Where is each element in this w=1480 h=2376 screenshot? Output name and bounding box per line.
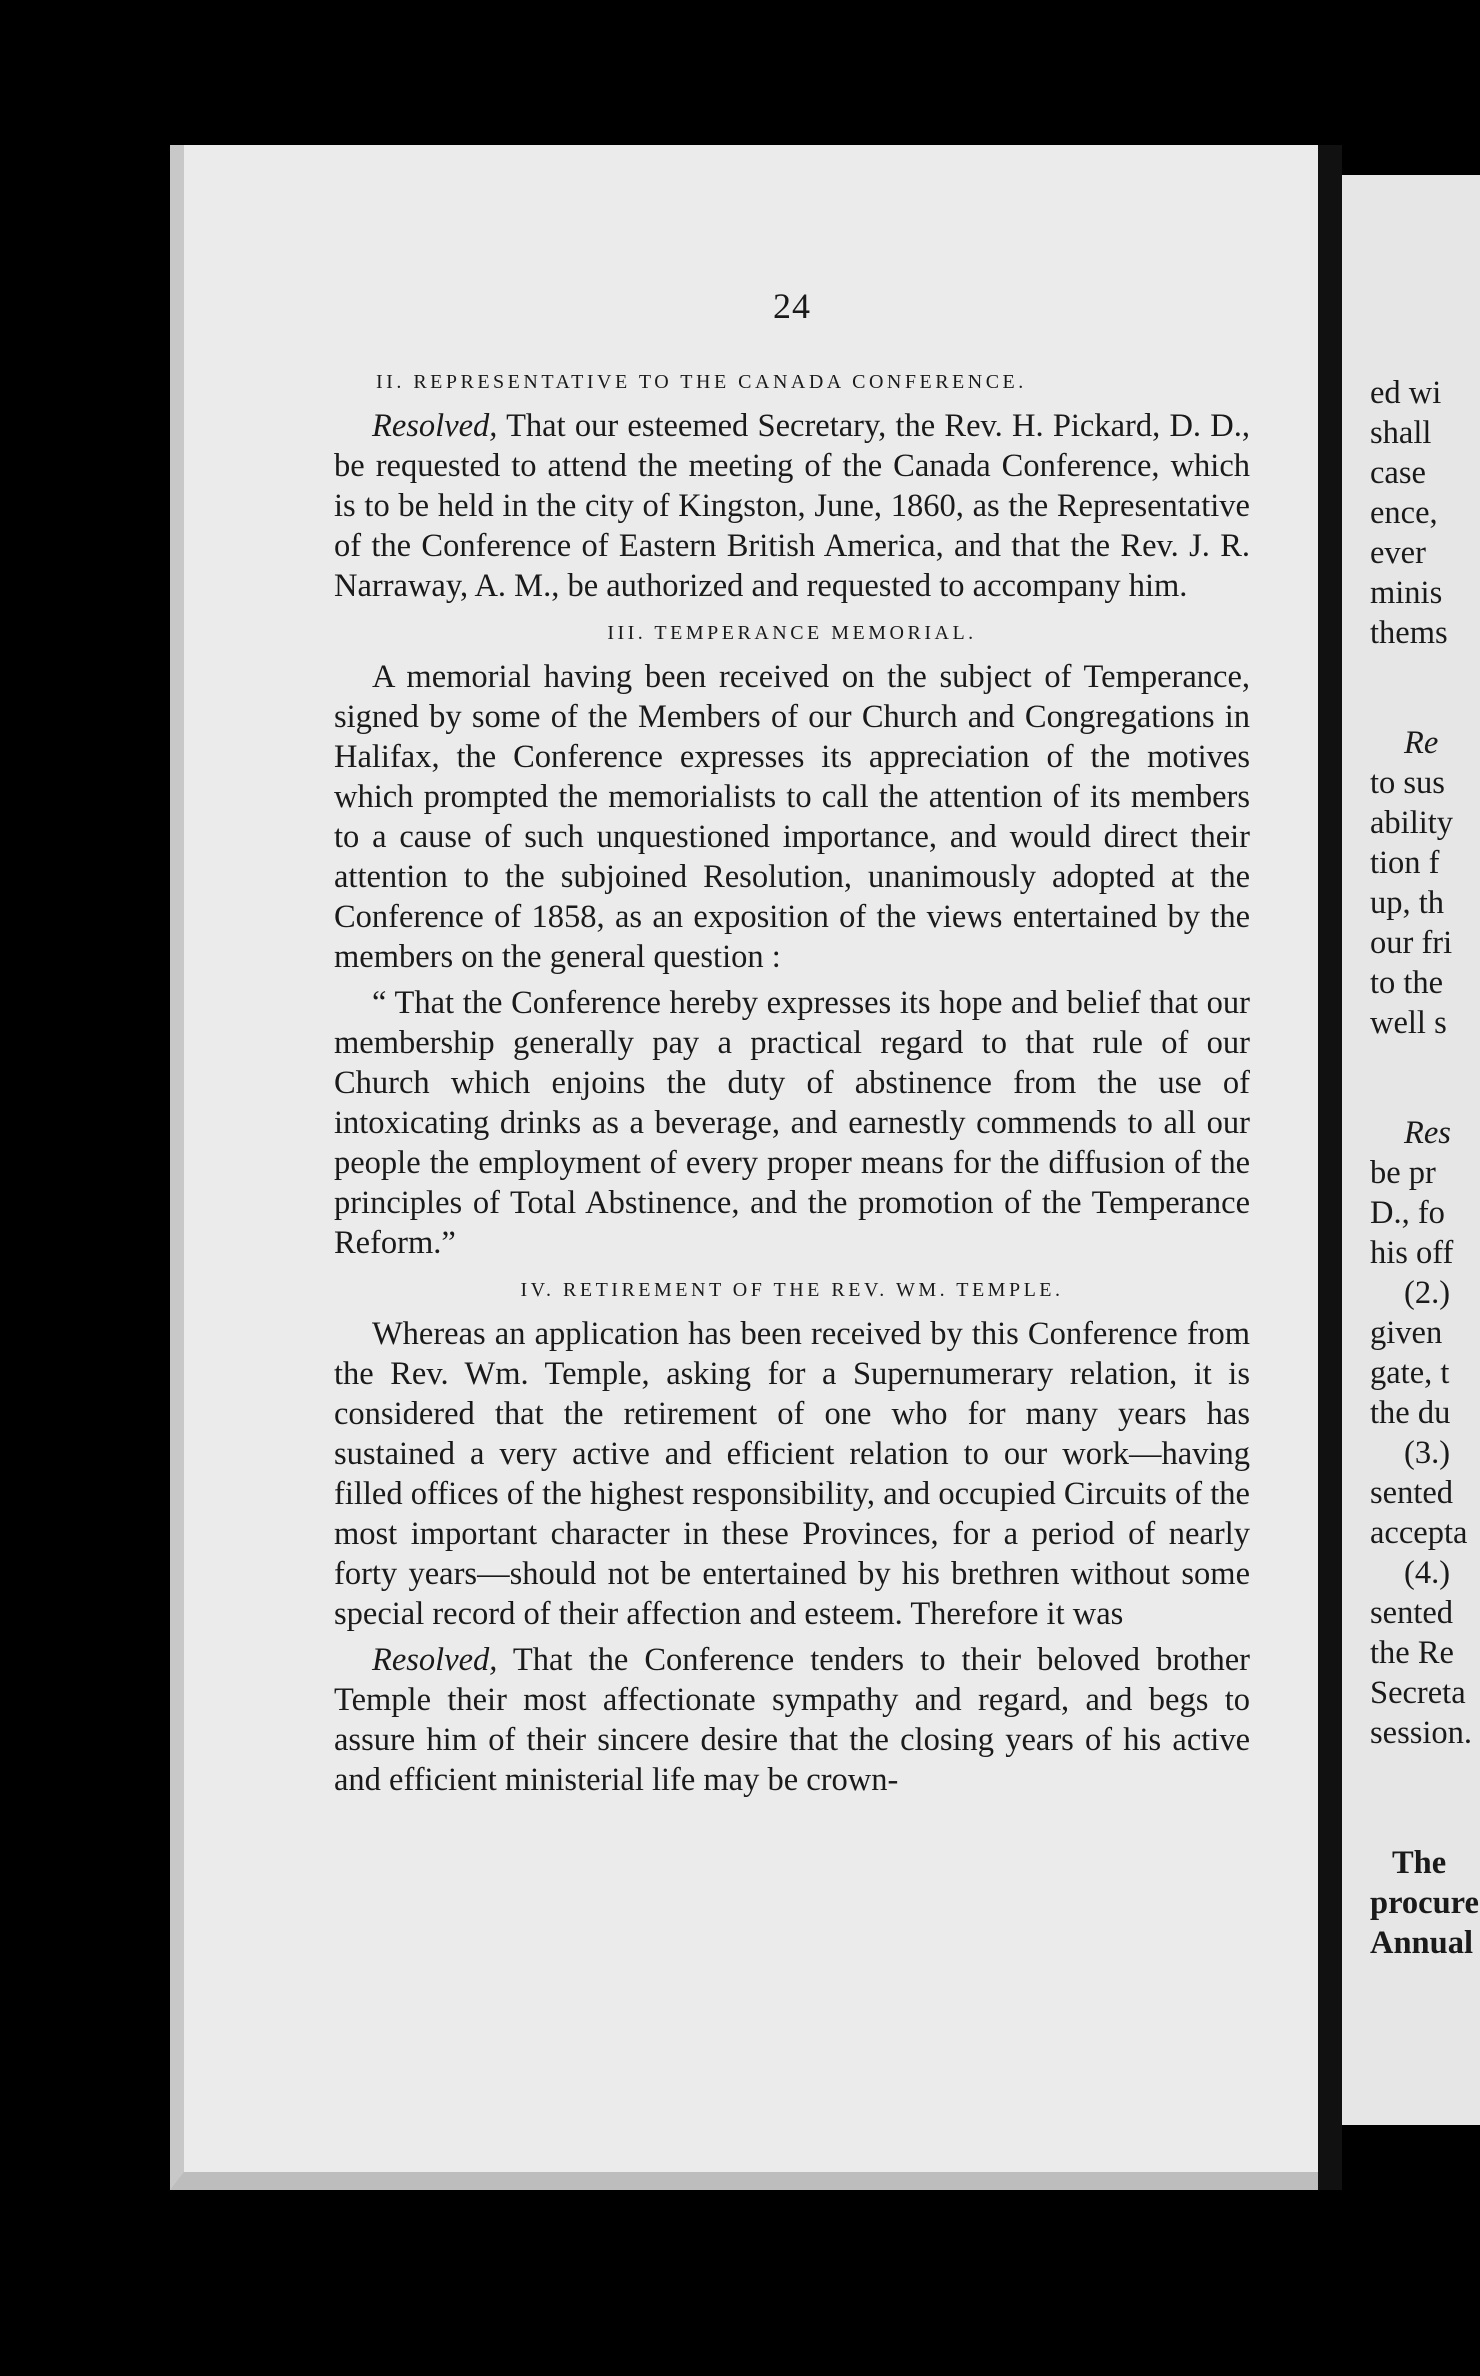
right-page-fragment: minis [1370,575,1443,611]
resolved-lead: Resolved, [372,1642,498,1678]
right-page-fragment: ence, [1370,495,1438,531]
section-heading-representative: II. REPRESENTATIVE TO THE CANADA CONFERENCE. [376,371,1027,393]
right-page-fragment: The [1392,1845,1447,1881]
right-page-fragment: ed wi [1370,375,1442,411]
book-page-right-partial [1342,175,1480,2125]
right-page-fragment: (4.) [1404,1555,1451,1591]
paragraph [334,1640,1250,1800]
quotation-paragraph [334,983,1250,1263]
right-page-fragment: case [1370,455,1426,491]
right-page-fragment: to the [1370,965,1444,1001]
right-page-fragment: well s [1370,1005,1447,1041]
right-page-fragment: Secreta [1370,1675,1466,1711]
paragraph-text: Whereas an application has been received by this Conference from the Rev. Wm. Temple, asking for a Supernumerary relation, it is considered that the retirement of one who for many years has sustained a very active and efficient relation to our work—having filled offices of the highest responsibility, and occupied Circuits of the most important character in these Provinces, for a period of nearly forty years—should not be entertained by his brethren without some special record of their affection and esteem. Therefore it was [334,1316,1250,1632]
paragraph [334,406,1250,606]
right-page-fragment: (2.) [1404,1275,1451,1311]
section-heading-retirement: IV. RETIREMENT OF THE REV. WM. TEMPLE. [520,1279,1064,1301]
paragraph-text: A memorial having been received on the subject of Temperance, signed by some of the Members of our Church and Congregations in Halifax, the Conference expresses its appreciation of the motives which prompted the memorialists to call the attention of its members to a cause of such unquestioned importance, and would direct their attention to the subjoined Resolution, unanimously adopted at the Conference of 1858, as an exposition of the views entertained by the members on the general question : [334,659,1250,975]
right-page-fragment: his off [1370,1235,1454,1271]
right-page-fragment: sented [1370,1475,1454,1511]
right-page-fragment: gate, t [1370,1355,1450,1391]
right-page-fragment: our fri [1370,925,1453,961]
page-body [334,285,1250,1816]
right-page-fragment: to sus [1370,765,1445,801]
right-page-fragment: ability [1370,805,1454,841]
paragraph [334,657,1250,977]
right-page-fragment: Annual [1370,1925,1473,1961]
right-page-fragment: accepta [1370,1515,1468,1551]
right-page-fragment: up, th [1370,885,1445,921]
right-page-fragment: the Re [1370,1635,1454,1671]
right-page-fragment: procure [1370,1885,1479,1921]
right-page-fragment: thems [1370,615,1448,651]
resolved-lead: Resolved, [372,408,498,444]
right-page-fragment: the du [1370,1395,1451,1431]
book-page-left [170,145,1332,2190]
right-page-fragment: Res [1404,1115,1451,1151]
right-page-fragment: (3.) [1404,1435,1451,1471]
paragraph [334,1314,1250,1634]
right-page-fragment: shall [1370,415,1432,451]
right-page-fragment: Re [1404,725,1439,761]
section-heading-temperance: III. TEMPERANCE MEMORIAL. [607,622,977,644]
right-page-fragment: given [1370,1315,1443,1351]
book-gutter [1318,145,1342,2190]
right-page-fragment: be pr [1370,1155,1436,1191]
paragraph-text: That the Conference tenders to their beloved brother Temple their most affectionate sympathy and regard, and begs to assure him of their sincere desire that the closing years of his active and efficient ministerial life may be crown- [334,1642,1250,1798]
right-page-fragment: sented [1370,1595,1454,1631]
right-page-fragment: ever [1370,535,1426,571]
right-page-fragment: D., fo [1370,1195,1445,1231]
right-page-fragment: tion f [1370,845,1440,881]
paragraph-text: “ That the Conference hereby expresses its hope and belief that our membership generally pay a practical regard to that rule of our Church which enjoins the duty of abstinence from the use of intoxicating drinks as a beverage, and earnestly commends to all our people the employment of every proper means for the diffusion of the principles of Total Abstinence, and the promotion of the Temperance Reform.” [334,985,1250,1261]
page-number: 24 [773,286,811,326]
right-page-fragment: session. [1370,1715,1473,1751]
paragraph-text: That our esteemed Secretary, the Rev. H. Pickard, D. D., be requested to attend the meeting of the Canada Conference, which is to be held in the city of Kingston, June, 1860, as the Representative of the Conference of Eastern British America, and that the Rev. J. R. Narraway, A. M., be authorized and requested to accompany him. [334,408,1250,604]
